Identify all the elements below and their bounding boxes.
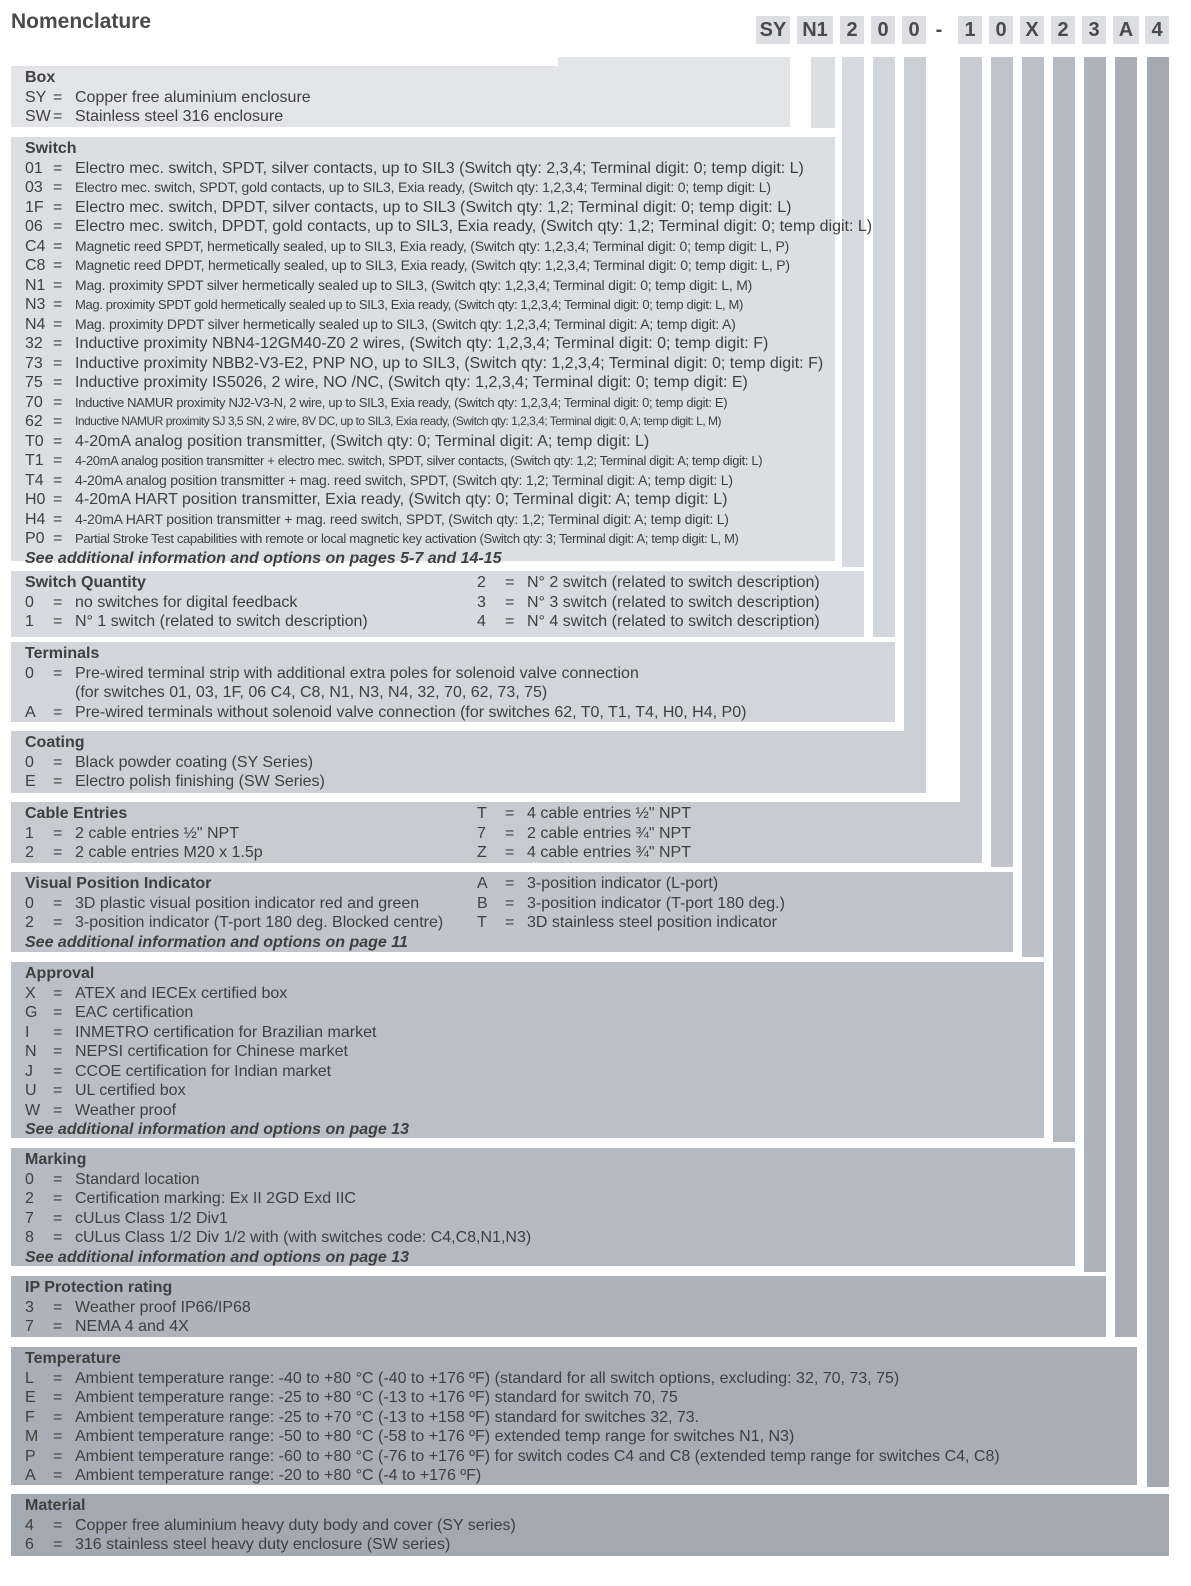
section-visual-position-indicator — [11, 872, 1013, 952]
option-row: 32 = Inductive proximity NBN4-12GM40-Z0 2 wires, (Switch qty: 1,2,3,4; Terminal digit: 0; temp digit: F) — [25, 335, 769, 352]
code-segment-switch-quantity: 2 — [840, 16, 864, 44]
option-row: 0 = 3D plastic visual position indicator red and green — [25, 894, 420, 912]
code-segment-switch: N1 — [797, 16, 833, 44]
section-title: Cable Entries — [25, 805, 128, 822]
box-top-tab — [558, 57, 768, 66]
option-row: 0 = Pre-wired terminal strip with additional extra poles for solenoid valve connection — [25, 664, 639, 682]
option-row: 75 = Inductive proximity IS5026, 2 wire, NO /NC, (Switch qty: 1,2,3,4; Terminal digit: 0; temp digit: E) — [25, 374, 748, 391]
code-segment-ip-rating: 3 — [1082, 16, 1106, 44]
section-note: See additional information and options on page 13 — [25, 1248, 410, 1266]
section-title: Temperature — [25, 1350, 121, 1367]
section-material — [11, 1494, 1169, 1556]
option-row: 1 = N° 1 switch (related to switch description) — [25, 613, 368, 630]
section-temperature — [11, 1347, 1137, 1485]
code-segment-box: SY — [756, 16, 790, 44]
connector-coating — [904, 57, 926, 737]
option-row: A = Ambient temperature range: -20 to +80 °C (-4 to +176 ºF) — [25, 1467, 482, 1484]
option-row: E = Ambient temperature range: -25 to +80 °C (-13 to +176 ºF) standard for switch 70, 75 — [25, 1389, 678, 1406]
connector-approval — [1022, 57, 1044, 957]
option-row: 2 = Certification marking: Ex II 2GD Exd IIC — [25, 1190, 356, 1207]
option-row: I = INMETRO certification for Brazilian market — [25, 1023, 377, 1041]
option-row: W = Weather proof — [25, 1101, 177, 1119]
option-row: SY = Copper free aluminium enclosure — [25, 88, 311, 106]
code-segment-marking: 2 — [1051, 16, 1075, 44]
section-title: Coating — [25, 734, 85, 751]
option-row: 2 = N° 2 switch (related to switch description) — [477, 574, 820, 591]
section-title: Box — [25, 69, 56, 86]
option-row: M = Ambient temperature range: -50 to +80 °C (-58 to +176 ºF) extended temp range for switches N1, N3) — [25, 1428, 795, 1445]
section-box — [11, 66, 790, 127]
option-row: 2 = 3-position indicator (T-port 180 deg. Blocked centre) — [25, 914, 444, 931]
option-row: T4 = 4-20mA analog position transmitter + mag. reed switch, SPDT, (Switch qty: 1,2; Terminal digit: A; temp digit: L) — [25, 471, 733, 489]
option-row: 01 = Electro mec. switch, SPDT, silver contacts, up to SIL3 (Switch qty: 2,3,4; Terminal digit: 0; temp digit: L) — [25, 159, 804, 177]
option-row: P0 = Partial Stroke Test capabilities with remote or local magnetic key activation (Switch qty: 3; Terminal digit: A; temp digit: L, M) — [25, 530, 739, 547]
option-row: H4 = 4-20mA HART position transmitter + mag. reed switch, SPDT, (Switch qty: 1,2; Terminal digit: A; temp digit: L) — [25, 510, 729, 528]
code-segment-cable-entries: 1 — [958, 16, 982, 44]
option-row: L = Ambient temperature range: -40 to +80 °C (-40 to +176 ºF) (standard for all switch options, excluding: 32, 70, 73, 75) — [25, 1369, 900, 1387]
option-row: 0 = no switches for digital feedback — [25, 593, 298, 611]
option-row: U = UL certified box — [25, 1082, 186, 1099]
connector-temperature — [1115, 57, 1137, 1337]
code-separator: - — [935, 19, 943, 41]
option-row: 03 = Electro mec. switch, SPDT, gold contacts, up to SIL3, Exia ready, (Switch qty: 1,2,3,4; Terminal digit: 0; temp digit: L) — [25, 179, 771, 196]
option-row: T = 4 cable entries ½" NPT — [477, 805, 691, 822]
option-row: N3 = Mag. proximity SPDT gold hermetically sealed up to SIL3, Exia ready, (Switch qty: 1,2,3,4; Terminal digit: 0; temp digit: L, M) — [25, 296, 743, 313]
section-ip-protection — [11, 1276, 1106, 1337]
section-note: See additional information and options on page 11 — [25, 933, 408, 951]
option-row: 1 = 2 cable entries ½" NPT — [25, 824, 239, 842]
section-cable-entries — [11, 802, 982, 863]
option-row: P = Ambient temperature range: -60 to +80 °C (-76 to +176 ºF) for switch codes C4 and C8 (extended temp range for switches C4, C8) — [25, 1447, 1000, 1465]
option-row: 7 = cULus Class 1/2 Div1 — [25, 1209, 228, 1227]
option-row: B = 3-position indicator (T-port 180 deg.) — [477, 894, 785, 912]
option-row: 6 = 316 stainless steel heavy duty enclosure (SW series) — [25, 1536, 451, 1553]
option-row: T0 = 4-20mA analog position transmitter, (Switch qty: 0; Terminal digit: A; temp digit: L) — [25, 432, 650, 450]
section-coating — [11, 731, 926, 793]
connector-switch — [811, 57, 835, 128]
code-segment-terminals: 0 — [871, 16, 895, 44]
option-row: 2 = 2 cable entries M20 x 1.5p — [25, 844, 263, 861]
option-row: T = 3D stainless steel position indicator — [477, 914, 777, 931]
page-title: Nomenclature — [11, 10, 152, 33]
option-row: 73 = Inductive proximity NBB2-V3-E2, PNP NO, up to SIL3, (Switch qty: 1,2,3,4; Terminal digit: 0; temp digit: F) — [25, 354, 824, 372]
option-row: 4 = N° 4 switch (related to switch description) — [477, 613, 820, 630]
option-row: J = CCOE certification for Indian market — [25, 1062, 332, 1080]
connector-material — [1147, 57, 1169, 1487]
option-row: G = EAC certification — [25, 1004, 194, 1021]
option-row: 62 = Inductive NAMUR proximity SJ 3,5 SN, 2 wire, 8V DC, up to SIL3, Exia ready, (Switch qty: 1,2,3,4; Terminal digit: 0, A; temp digit: L, M) — [25, 413, 722, 430]
section-approval — [11, 962, 1044, 1138]
option-row: A = Pre-wired terminals without solenoid valve connection (for switches 62, T0, T1, T4, H0, H4, P0) — [25, 703, 747, 721]
option-row: SW = Stainless steel 316 enclosure — [25, 108, 284, 125]
connector-ip-rating — [1084, 57, 1106, 1272]
option-row: 70 = Inductive NAMUR proximity NJ2-V3-N, 2 wire, up to SIL3, Exia ready, (Switch qty: 1,2,3,4; Terminal digit: 0; temp digit: E) — [25, 393, 728, 411]
section-switch — [11, 137, 873, 567]
section-title: Marking — [25, 1151, 87, 1168]
option-row: N4 = Mag. proximity DPDT silver hermetically sealed up to SIL3, (Switch qty: 1,2,3,4; Terminal digit: A; temp digit: A) — [25, 315, 736, 333]
connector-marking — [1053, 57, 1075, 1142]
option-row: C4 = Magnetic reed SPDT, hermetically sealed, up to SIL3, Exia ready, (Switch qty: 1,2,3,4; Terminal digit: 0; temp digit: L, P) — [25, 237, 790, 255]
option-row: 3 = N° 3 switch (related to switch description) — [477, 593, 820, 611]
code-segment-approval: X — [1020, 16, 1044, 44]
option-row: N = NEPSI certification for Chinese market — [25, 1043, 348, 1060]
option-row: 0 = Black powder coating (SY Series) — [25, 753, 314, 771]
section-title: Approval — [25, 965, 95, 982]
code-segment-coating: 0 — [902, 16, 926, 44]
option-row: Z = 4 cable entries ¾" NPT — [477, 844, 691, 861]
section-title: IP Protection rating — [25, 1279, 173, 1296]
section-switch-quantity — [11, 571, 864, 637]
section-title: Terminals — [25, 645, 100, 662]
code-segment-temperature: A — [1113, 16, 1139, 44]
section-title: Material — [25, 1497, 86, 1514]
section-title: Switch — [25, 140, 77, 157]
section-note: See additional information and options on page 13 — [25, 1121, 410, 1138]
option-row: 7 = 2 cable entries ¾" NPT — [477, 824, 691, 842]
connector-cable-entries — [960, 57, 982, 807]
option-row: 3 = Weather proof IP66/IP68 — [25, 1298, 251, 1316]
option-row: H0 = 4-20mA HART position transmitter, Exia ready, (Switch qty: 0; Terminal digit: A; temp digit: L) — [25, 491, 728, 508]
option-row: 8 = cULus Class 1/2 Div 1/2 with (with switches code: C4,C8,N1,N3) — [25, 1229, 532, 1246]
section-terminals — [11, 642, 895, 722]
option-row: T1 = 4-20mA analog position transmitter + electro mec. switch, SPDT, silver contacts, (Switch qty: 1,2; Terminal digit: A; temp digit: L) — [25, 452, 763, 469]
option-row: (for switches 01, 03, 1F, 06 C4, C8, N1, N3, N4, 32, 70, 62, 73, 75) — [75, 684, 548, 701]
section-title: Switch Quantity — [25, 574, 146, 591]
connector-box — [768, 57, 790, 66]
option-row: 7 = NEMA 4 and 4X — [25, 1318, 189, 1335]
option-row: E = Electro polish finishing (SW Series) — [25, 773, 325, 790]
code-segment-visual-indicator: 0 — [989, 16, 1013, 44]
section-title: Visual Position Indicator — [25, 875, 212, 892]
option-row: 1F = Electro mec. switch, DPDT, silver contacts, up to SIL3 (Switch qty: 1,2; Terminal digit: 0; temp digit: L) — [25, 198, 792, 216]
option-row: A = 3-position indicator (L-port) — [477, 875, 719, 892]
connector-switch-quantity — [842, 57, 864, 567]
option-row: N1 = Mag. proximity SPDT silver hermetically sealed up to SIL3, (Switch qty: 1,2,3,4; Terminal digit: 0; temp digit: L, M) — [25, 276, 753, 294]
option-row: 06 = Electro mec. switch, DPDT, gold contacts, up to SIL3, Exia ready, (Switch qty: 1,2; Terminal digit: 0; temp digit: L) — [25, 218, 873, 235]
section-marking — [11, 1148, 1075, 1266]
option-row: 0 = Standard location — [25, 1170, 200, 1188]
option-row: C8 = Magnetic reed DPDT, hermetically sealed, up to SIL3, Exia ready, (Switch qty: 1,2,3,4; Terminal digit: 0; temp digit: L, P) — [25, 257, 790, 274]
option-row: 4 = Copper free aluminium heavy duty body and cover (SY series) — [25, 1516, 516, 1534]
code-segment-material: 4 — [1145, 16, 1169, 44]
section-note: See additional information and options on pages 5-7 and 14-15 — [25, 549, 502, 567]
option-row: F = Ambient temperature range: -25 to +70 °C (-13 to +158 ºF) standard for switches 32, 73. — [25, 1408, 700, 1426]
option-row: X = ATEX and IECEx certified box — [25, 984, 288, 1002]
connector-terminals — [873, 57, 895, 637]
connector-visual-indicator — [991, 57, 1013, 867]
